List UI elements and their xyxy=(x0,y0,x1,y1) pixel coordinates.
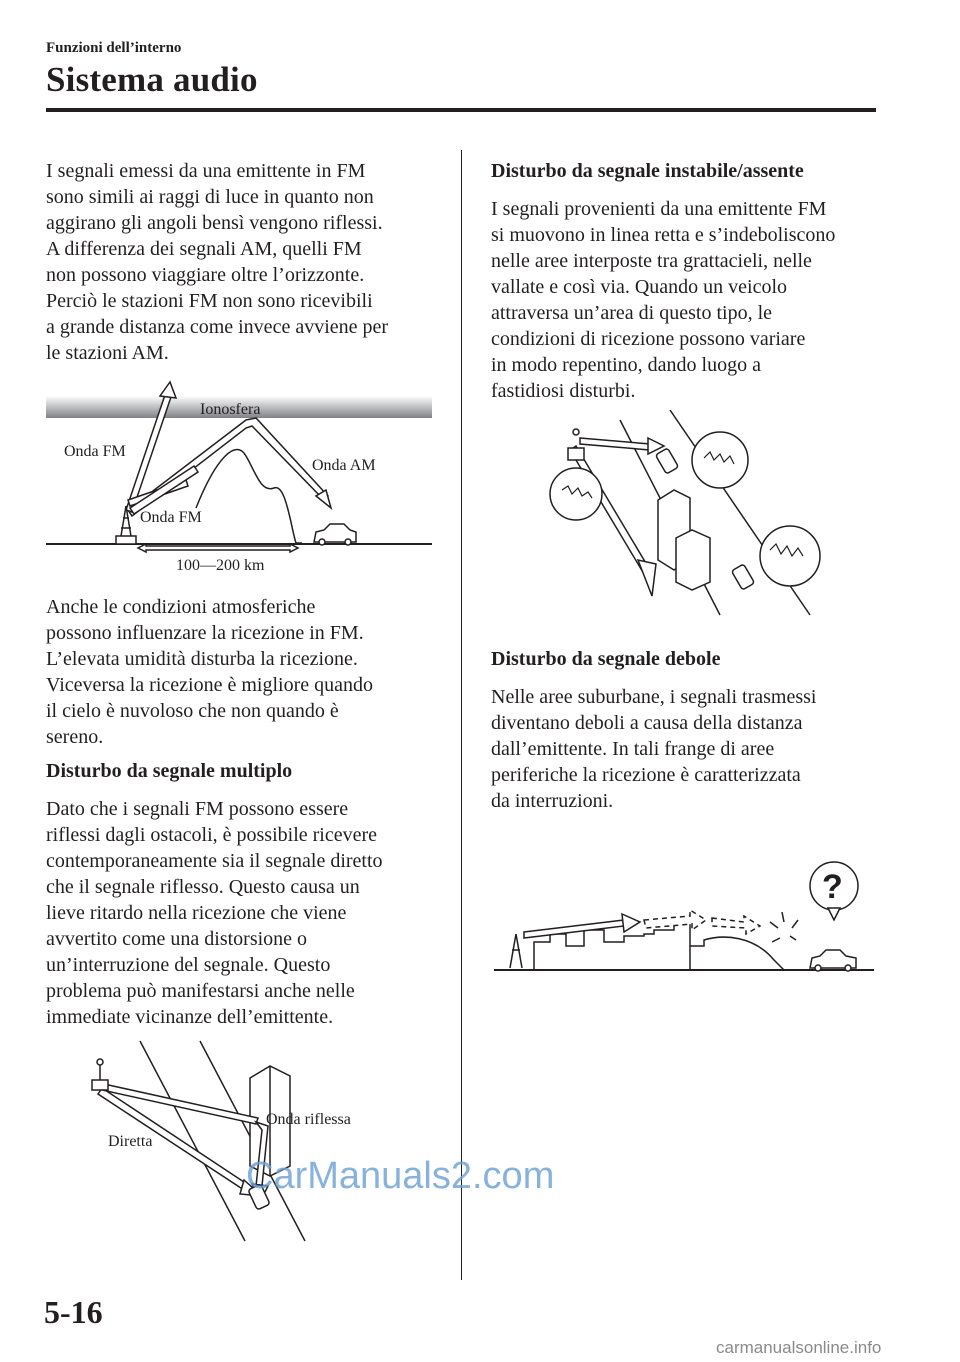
watermark-center: CarManuals2.com xyxy=(246,1155,555,1197)
fm-wave-label-top: Onda FM xyxy=(64,443,126,460)
column-divider xyxy=(461,150,462,1280)
transmitter-tower-icon xyxy=(510,934,522,968)
atmosphere-paragraph: Anche le condizioni atmosferiche possono influenzare la ricezione in FM. L’elevata umidità disturba la ricezione. Viceversa la ricezione è migliore quando il cielo è nuvoloso che non quando è sereno. xyxy=(46,596,373,748)
unstable-signal-heading: Disturbo da segnale instabile/assente xyxy=(491,160,804,182)
noise-bubble-bottom xyxy=(760,526,820,586)
unstable-signal-figure xyxy=(540,410,830,620)
road-edge-left xyxy=(140,1041,245,1241)
fm-propagation-paragraph: I segnali emessi da una emittente in FM sono simili ai raggi di luce in quanto non aggirano gli angoli bensì vengono riflessi. A differenza dei segnali AM, quelli FM non possono viaggiare oltre l’orizzonte. Perciò le stazioni FM non sono ricevibili a grande distanza come invece avviene per le stazioni AM. xyxy=(46,160,389,364)
signal-arrow-side xyxy=(580,438,664,454)
fm-am-propagation-figure xyxy=(46,378,432,578)
car-icon xyxy=(810,950,856,971)
noise-bubble-top xyxy=(692,432,748,488)
building-icon xyxy=(658,490,710,590)
multipath-figure xyxy=(80,1036,380,1246)
reflected-wave-label: Onda riflessa xyxy=(266,1111,351,1128)
distance-label: 100—200 km xyxy=(176,557,265,574)
title-rule xyxy=(46,108,876,112)
signal-burst-icon xyxy=(770,912,798,942)
car-icon xyxy=(314,524,356,545)
page-number: 5-16 xyxy=(44,1294,103,1330)
unstable-signal-paragraph: I segnali provenienti da una emittente FM si muovono in linea retta e s’indeboliscono nelle aree interposte tra grattacieli, nelle vallate e così via. Quando un veicolo attraversa un’area di questo tipo, le condizioni di ricezione possono variare in modo repentino, dando luogo a fastidiosi disturbi. xyxy=(491,198,836,402)
ionosphere-label: Ionosfera xyxy=(200,401,261,418)
direct-wave-label: Diretta xyxy=(108,1133,153,1150)
svg-text:?: ? xyxy=(822,868,843,906)
signal-arrow-solid xyxy=(524,914,640,938)
am-wave-label: Onda AM xyxy=(312,457,376,474)
watermark-corner: carmanualsonline.info xyxy=(716,1338,882,1357)
noise-bubble-left xyxy=(550,468,602,520)
multipath-heading: Disturbo da segnale multiplo xyxy=(46,760,293,782)
fm-wave-label-low: Onda FM xyxy=(140,509,202,526)
signal-arrow-dashed-2 xyxy=(712,916,760,934)
signal-arrow-dashed-1 xyxy=(644,910,706,930)
multipath-paragraph: Dato che i segnali FM possono essere riflessi dagli ostacoli, è possibile ricevere contemporaneamente sia il segnale diretto che il segnale riflesso. Questo causa un lieve ritardo nella ricezione che viene avvertito come una distorsione o un’interruzione del segnale. Questo problema può manifestarsi anche nelle immediate vicinanze dell’emittente. xyxy=(46,798,383,1028)
weak-signal-heading: Disturbo da segnale debole xyxy=(491,648,721,670)
page-title: Sistema audio xyxy=(46,60,258,99)
distance-arrow xyxy=(138,544,298,552)
question-bubble-icon xyxy=(810,862,858,920)
transmitter-tower-icon xyxy=(92,1059,108,1090)
weak-signal-paragraph: Nelle aree suburbane, i segnali trasmessi diventano deboli a causa della distanza dall’emittente. In tali frange di aree periferiche la ricezione è caratterizzata da interruzioni. xyxy=(491,686,817,812)
section-label: Funzioni dell’interno xyxy=(46,40,182,56)
mountain-shape xyxy=(196,449,302,543)
weak-signal-figure xyxy=(494,850,876,980)
